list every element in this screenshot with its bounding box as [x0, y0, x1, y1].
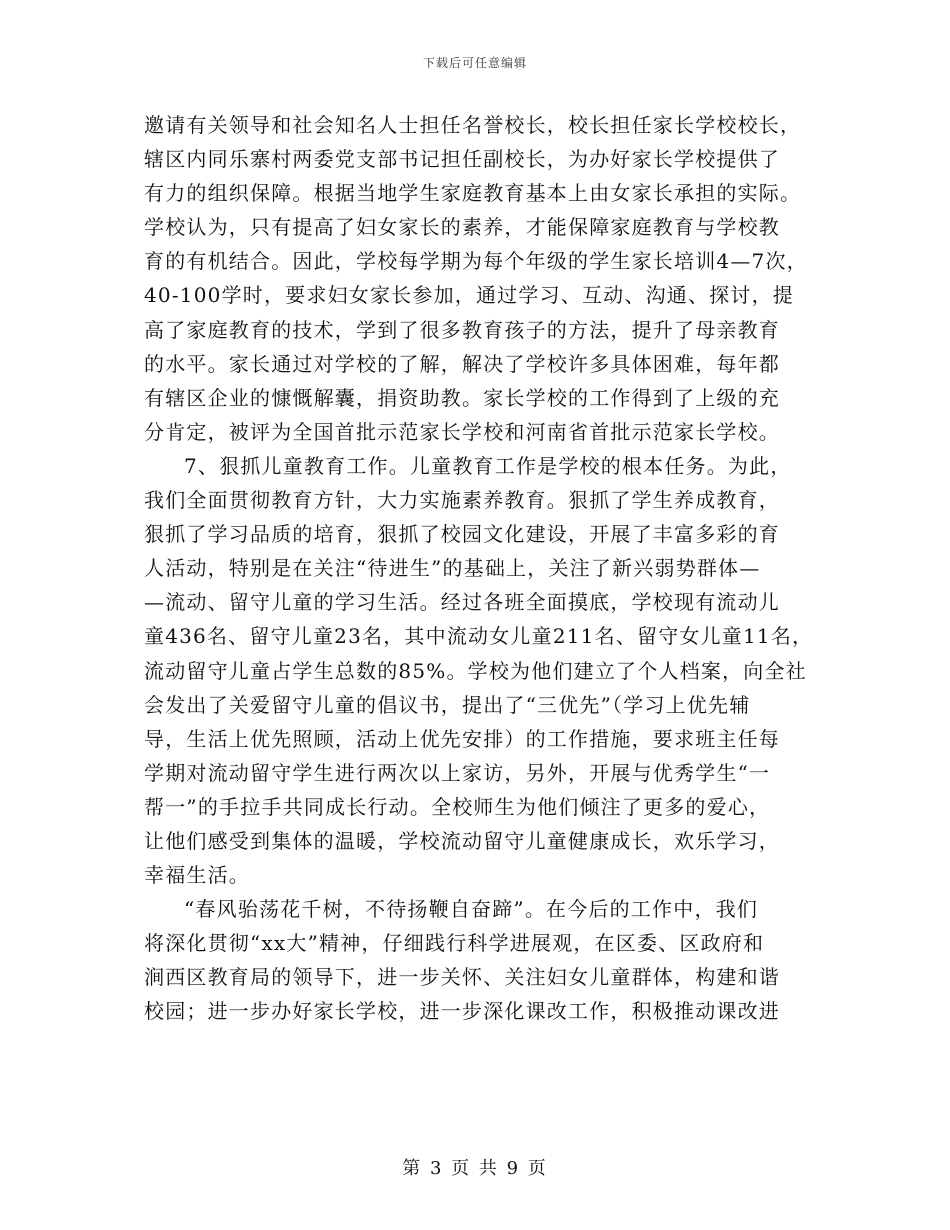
paragraph-line: 会发出了关爱留守儿童的倡议书，提出了“三优先”（学习上优先辅 — [144, 692, 751, 717]
paragraph-line: 学校认为，只有提高了妇女家长的素养，才能保障家庭教育与学校教 — [144, 215, 780, 240]
paragraph-line: 育的有机结合。因此，学校每学期为每个年级的学生家长培训4—7次， — [144, 249, 808, 274]
paragraph-line: 狠抓了学习品质的培育，狠抓了校园文化建设，开展了丰富多彩的育 — [144, 522, 780, 547]
paragraph-line: 流动留守儿童占学生总数的85%。学校为他们建立了个人档案，向全社 — [144, 658, 807, 683]
paragraph-line: 辖区内同乐寨村两委党支部书记担任副校长，为办好家长学校提供了 — [144, 147, 780, 172]
page-header: 下载后可任意编辑 — [422, 56, 527, 70]
paragraph-line: 的水平。家长通过对学校的了解，解决了学校许多具体困难，每年都 — [144, 351, 780, 376]
paragraph-line: 人活动，特别是在关注“待进生”的基础上，关注了新兴弱势群体— — [144, 556, 761, 581]
paragraph-line: 7、狠抓儿童教育工作。儿童教育工作是学校的根本任务。为此， — [184, 453, 792, 478]
paragraph-line: 高了家庭教育的技术，学到了很多教育孩子的方法，提升了母亲教育 — [144, 317, 780, 342]
paragraph-line: 学期对流动留守学生进行两次以上家访，另外，开展与优秀学生“一 — [144, 760, 771, 785]
paragraph-line: 邀请有关领导和社会知名人士担任名誉校长，校长担任家长学校校长， — [144, 113, 802, 137]
paragraph-line: 有力的组织保障。根据当地学生家庭教育基本上由女家长承担的实际。 — [144, 181, 802, 206]
paragraph-line: —流动、留守儿童的学习生活。经过各班全面摸底，学校现有流动儿 — [144, 590, 780, 615]
paragraph-line: 导，生活上优先照顾，活动上优先安排）的工作措施，要求班主任每 — [144, 726, 780, 751]
paragraph-line: 帮一”的手拉手共同成长行动。全校师生为他们倾注了更多的爱心， — [144, 794, 771, 819]
paragraph-line: 涧西区教育局的领导下，进一步关怀、关注妇女儿童群体，构建和谐 — [144, 965, 780, 990]
document-body — [144, 108, 814, 1029]
paragraph-line: 将深化贯彻“xx大”精神，仔细践行科学进展观，在区委、区政府和 — [144, 931, 765, 956]
paragraph-line: 校园；进一步办好家长学校，进一步深化课改工作，积极推动课改进 — [144, 999, 780, 1024]
paragraph-line: 幸福生活。 — [144, 863, 250, 888]
page-number-footer: 第 3 页 共 9 页 — [402, 1158, 548, 1179]
paragraph-line: 有辖区企业的慷慨解囊，捐资助教。家长学校的工作得到了上级的充 — [144, 385, 780, 410]
paragraph-line: 让他们感受到集体的温暖，学校流动留守儿童健康成长，欢乐学习， — [144, 828, 780, 853]
paragraph-line: 40-100学时，要求妇女家长参加，通过学习、互动、沟通、探讨，提 — [144, 283, 794, 308]
paragraph-line: 童436名、留守儿童23名，其中流动女儿童211名、留守女儿童11名， — [144, 624, 814, 649]
paragraph-line: 分肯定，被评为全国首批示范家长学校和河南省首批示范家长学校。 — [144, 419, 780, 444]
paragraph-line: 我们全面贯彻教育方针，大力实施素养教育。狠抓了学生养成教育， — [144, 488, 780, 513]
paragraph-line: “春风骀荡花千树，不待扬鞭自奋蹄”。在今后的工作中，我们 — [184, 897, 759, 922]
